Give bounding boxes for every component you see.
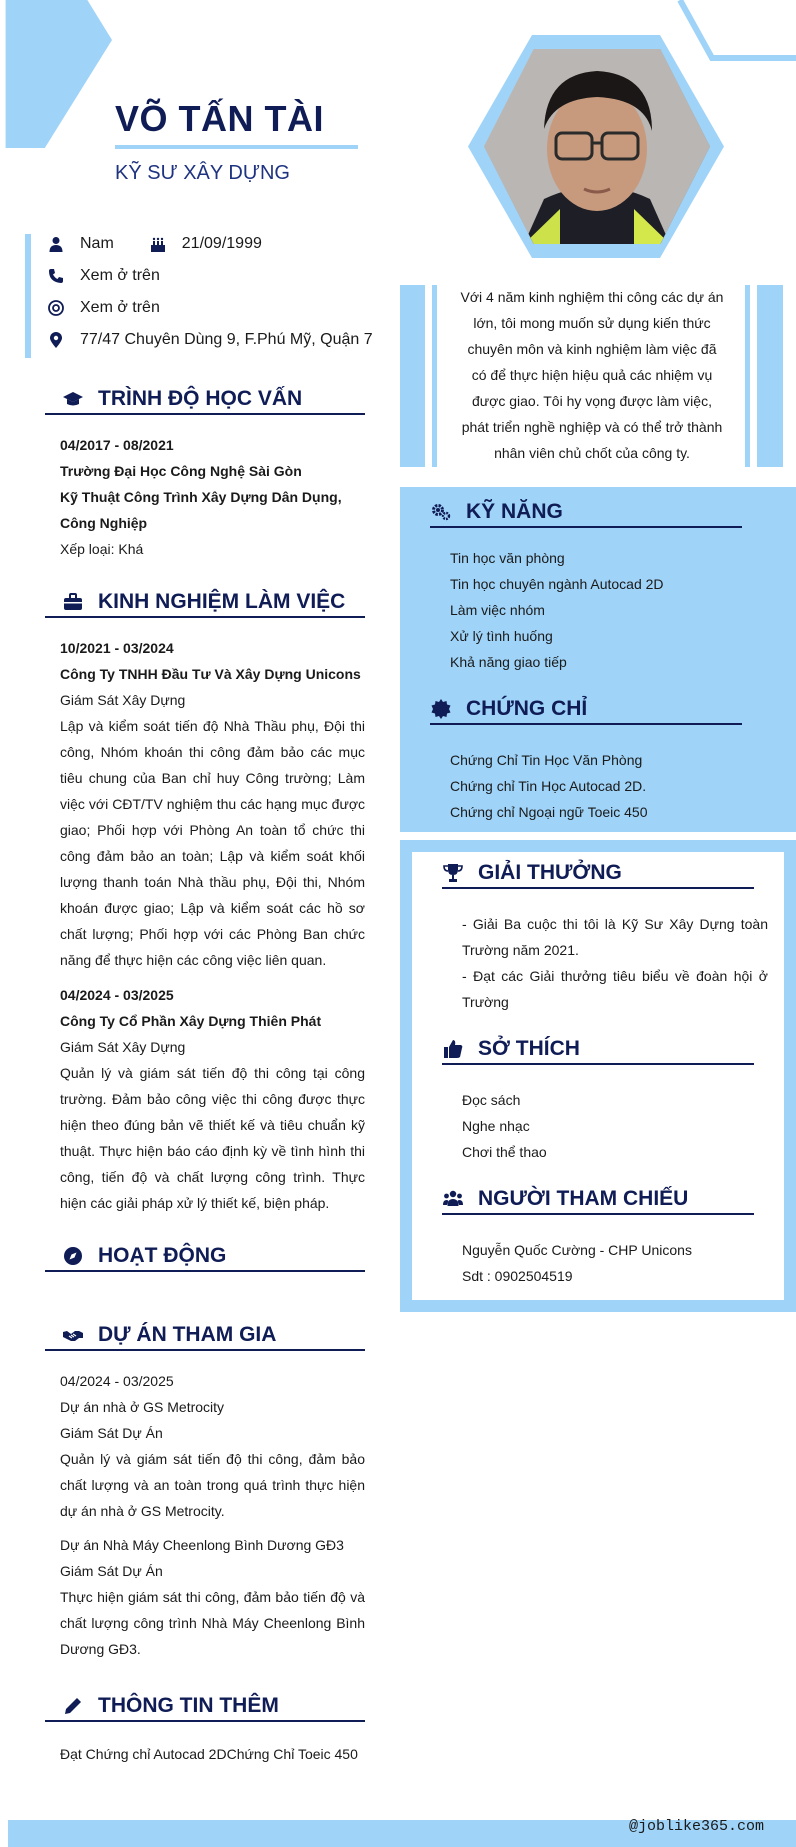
experience-company: Công Ty Cổ Phần Xây Dựng Thiên Phát (60, 1013, 322, 1029)
skill-item: Tin học văn phòng (450, 550, 565, 566)
gears-icon (431, 502, 451, 522)
hobby-item: Chơi thể thao (462, 1144, 547, 1160)
certificate-item: Chứng chỉ Tin Học Autocad 2D. (450, 778, 647, 794)
project-entry-1 (60, 1368, 365, 1524)
education-entry (60, 432, 365, 562)
experience-section-header (45, 588, 365, 618)
education-major: Kỹ Thuật Công Trình Xây Dựng Dân Dụng, Công Nghiệp (60, 489, 342, 531)
thumbs-up-icon (443, 1039, 463, 1059)
activities-title: HOẠT ĐỘNG (98, 1244, 227, 1267)
certificate-item: Chứng chỉ Ngoại ngữ Toeic 450 (450, 804, 648, 820)
references-title: NGƯỜI THAM CHIẾU (478, 1187, 689, 1210)
experience-description: Lập và kiểm soát tiến độ Nhà Thầu phụ, Đội thi công, Nhóm khoán thi công đảm bảo các mục tiêu chung của Ban chỉ huy Công trường; Làm việc với CĐT/TV nghiệm thu các hạng mục được giao; Phối hợp với Phòng An toàn tổ chức thi công đảm bảo an toàn; Lập và kiểm soát khối lượng thanh toán Nhà thầu phụ, Đội thi, Nhóm khoán được giao; Lập và kiểm soát các hồ sơ chất lượng; Phối hợp với các Phòng Ban chức năng để thực hiện các công việc liên quan. (60, 718, 365, 968)
experience-role: Giám Sát Xây Dựng (60, 1039, 186, 1055)
experience-description: Quản lý và giám sát tiến độ thi công tại công trường. Đảm bảo công việc thi công được thực hiện theo đúng bản vẽ thiết kế và tiêu chuẩn kỹ thuật. Thực hiện báo cáo định kỳ về tình hình thi công, tiến độ và chất lượng công trình. Thực hiện các giải pháp xử lý thiết kế, biện pháp. (60, 1065, 365, 1211)
project-description: Quản lý và giám sát tiến độ thi công, đảm bảo chất lượng và an toàn trong quá trình thực hiện dự án nhà ở GS Metrocity. (60, 1451, 365, 1519)
hobby-item: Nghe nhạc (462, 1118, 530, 1134)
reference-name: Nguyễn Quốc Cường - CHP Unicons (462, 1242, 692, 1258)
job-title: KỸ SƯ XÂY DỰNG (115, 162, 290, 184)
education-section-header (45, 385, 365, 415)
skills-section-header (430, 498, 742, 528)
contact-row-address (48, 328, 373, 352)
location-pin-icon (48, 332, 64, 348)
experience-period: 04/2024 - 03/2025 (60, 987, 174, 1003)
experience-title: KINH NGHIỆM LÀM VIỆC (98, 590, 346, 613)
awards-title: GIẢI THƯỞNG (478, 861, 622, 884)
skills-list (450, 545, 664, 675)
address-value: 77/47 Chuyên Dùng 9, F.Phú Mỹ, Quận 7 (80, 331, 373, 348)
additional-title: THÔNG TIN THÊM (98, 1694, 279, 1717)
about-accent-bar-right-inner (745, 285, 750, 467)
certificates-title: CHỨNG CHỈ (466, 697, 588, 720)
additional-text: Đạt Chứng chỉ Autocad 2DChứng Chỉ Toeic 450 (60, 1746, 358, 1762)
references-info (462, 1237, 692, 1289)
about-accent-bar-right-outer (757, 285, 783, 467)
awards-text: - Giải Ba cuộc thi tôi là Kỹ Sư Xây Dựng toàn Trường năm 2021. - Đạt các Giải thưởng tiêu biểu về đoàn hội ở Trường (462, 916, 768, 1010)
footer-watermark: @joblike365.com (628, 1818, 764, 1835)
reference-phone: Sdt : 0902504519 (462, 1268, 573, 1284)
graduation-cap-icon (63, 389, 83, 409)
project-role: Giám Sát Dự Án (60, 1563, 163, 1579)
projects-section-header (45, 1321, 365, 1351)
phone-value: Xem ở trên (80, 267, 160, 284)
project-period: 04/2024 - 03/2025 (60, 1373, 174, 1389)
hobbies-section-header (442, 1035, 754, 1065)
gender-value: Nam (80, 235, 114, 252)
skill-item: Xử lý tình huống (450, 628, 553, 644)
users-icon (443, 1189, 463, 1209)
skills-title: KỸ NĂNG (466, 500, 563, 523)
handshake-icon (63, 1325, 83, 1345)
hobbies-list (462, 1087, 547, 1165)
projects-title: DỰ ÁN THAM GIA (98, 1323, 277, 1346)
project-entry-2 (60, 1532, 365, 1662)
skill-item: Làm việc nhóm (450, 602, 545, 618)
project-name: Dự án Nhà Máy Cheenlong Bình Dương GĐ3 (60, 1537, 344, 1553)
certificates-list (450, 747, 648, 825)
about-accent-bar-left-outer (400, 285, 425, 467)
experience-company: Công Ty TNHH Đầu Tư Và Xây Dựng Unicons (60, 666, 361, 682)
certificate-seal-icon (431, 699, 451, 719)
about-summary: Với 4 năm kinh nghiệm thi công các dự án lớn, tôi mong muốn sử dụng kiến thức chuyên môn và kinh nghiệm làm việc đã có để thực hiện hiệu quả các nhiệm vụ được giao. Tôi hy vọng được làm việc, phát triển nghề nghiệp và có thể trở thành nhân viên chủ chốt của công ty. (460, 289, 724, 461)
briefcase-icon (63, 592, 83, 612)
references-section-header (442, 1185, 754, 1215)
project-description: Thực hiện giám sát thi công, đảm bảo tiến độ và chất lượng công trình Nhà Máy Cheenlong Bình Dương GĐ3. (60, 1589, 365, 1657)
hobby-item: Đọc sách (462, 1092, 521, 1108)
hobbies-title: SỞ THÍCH (478, 1037, 580, 1060)
skill-item: Khả năng giao tiếp (450, 654, 567, 670)
name-underline (115, 145, 358, 149)
experience-period: 10/2021 - 03/2024 (60, 640, 174, 656)
project-name: Dự án nhà ở GS Metrocity (60, 1399, 225, 1415)
experience-entry-2 (60, 982, 365, 1216)
education-school: Trường Đại Học Công Nghệ Sài Gòn (60, 463, 302, 479)
certificate-item: Chứng Chỉ Tin Học Văn Phòng (450, 752, 643, 768)
additional-info (60, 1741, 365, 1767)
awards-section-header (442, 859, 754, 889)
pencil-icon (63, 1696, 83, 1716)
cake-icon (150, 236, 166, 252)
phone-icon (48, 268, 64, 284)
trophy-icon (443, 863, 463, 883)
about-accent-bar-left-inner (432, 285, 437, 467)
education-period: 04/2017 - 08/2021 (60, 437, 174, 453)
experience-entry-1 (60, 635, 365, 973)
corner-decoration-left (0, 0, 112, 148)
additional-section-header (45, 1692, 365, 1722)
education-title: TRÌNH ĐỘ HỌC VẤN (98, 387, 303, 410)
compass-icon (63, 1246, 83, 1266)
project-role: Giám Sát Dự Án (60, 1425, 163, 1441)
candidate-name: VÕ TẤN TÀI (115, 98, 324, 139)
contact-row-phone (48, 264, 160, 288)
birthday-value: 21/09/1999 (181, 235, 262, 252)
contact-row-email (48, 296, 160, 320)
corner-decoration-right (676, 0, 796, 62)
experience-role: Giám Sát Xây Dựng (60, 692, 186, 708)
certificates-section-header (430, 695, 742, 725)
person-icon (48, 236, 64, 252)
email-value: Xem ở trên (80, 299, 160, 316)
skill-item: Tin học chuyên ngành Autocad 2D (450, 576, 664, 592)
contact-row-gender-birthday (48, 232, 262, 256)
at-sign-icon (48, 300, 64, 316)
education-grade: Xếp loại: Khá (60, 541, 144, 557)
contact-accent-bar (25, 234, 31, 358)
activities-section-header (45, 1242, 365, 1272)
